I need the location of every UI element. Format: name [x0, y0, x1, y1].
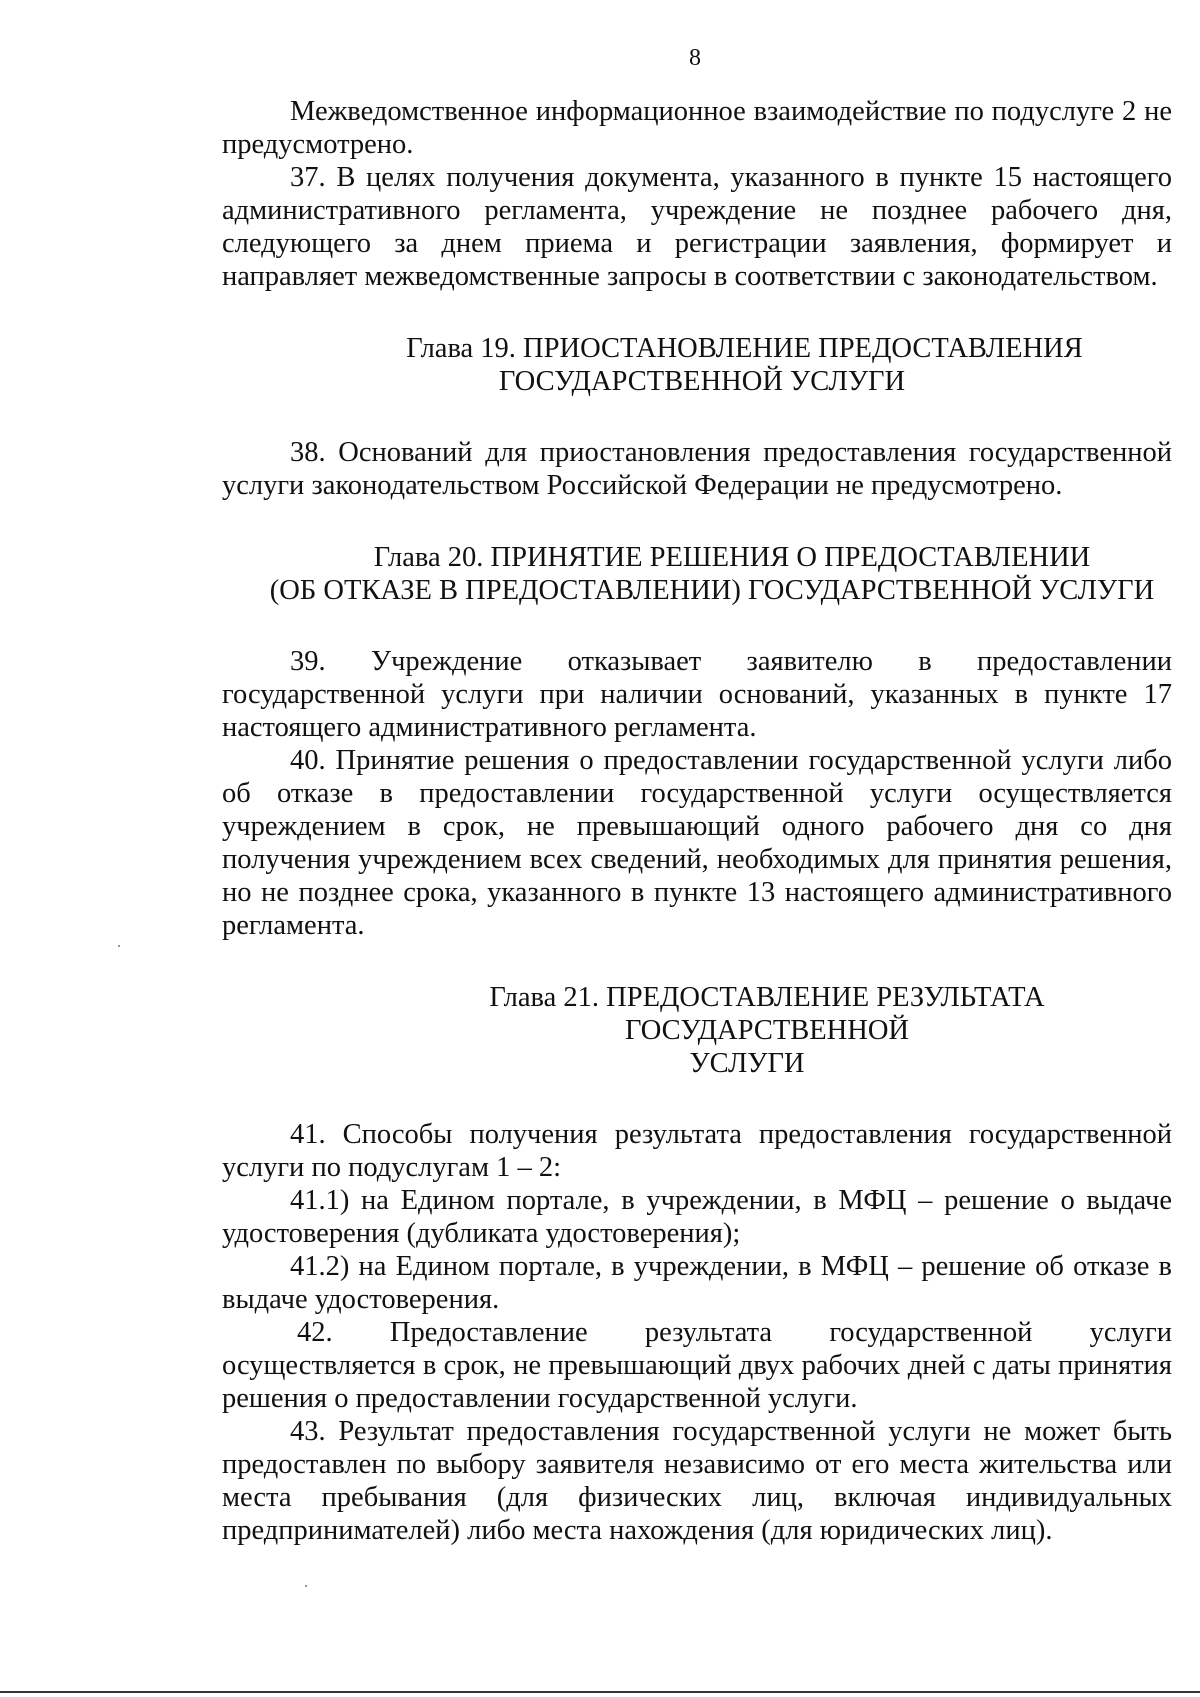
paragraph-43: 43. Результат предоставления государственной услуги не может быть предоставлен по выбору заявителя независимо от его места жительства или места пребывания (для физических лиц, включая индивидуальных предпринимателей) либо места нахождения (для юридических лиц). — [222, 1416, 1172, 1546]
paragraph-41-1: 41.1) на Едином портале, в учреждении, в МФЦ – решение о выдаче удостоверения (дубликата удостоверения); — [222, 1185, 1172, 1249]
spacer — [222, 607, 1172, 645]
spacer — [222, 398, 1172, 436]
heading-chapter-21-line-1: Глава 21. ПРЕДОСТАВЛЕНИЕ РЕЗУЛЬТАТА ГОСУДАРСТВЕННОЙ — [489, 982, 1045, 1046]
heading-chapter-21 — [222, 981, 1172, 1080]
paragraph-39: 39. Учреждение отказывает заявителю в предоставлении государственной услуги при наличии оснований, указанных в пункте 17 настоящего административного регламента. — [222, 646, 1172, 743]
scan-speck — [305, 1585, 307, 1587]
heading-chapter-20-line-2: (ОБ ОТКАЗЕ В ПРЕДОСТАВЛЕНИИ) ГОСУДАРСТВЕННОЙ УСЛУГИ — [269, 575, 1155, 606]
page-number: 8 — [689, 45, 701, 71]
heading-chapter-19-line-1: Глава 19. ПРИОСТАНОВЛЕНИЕ ПРЕДОСТАВЛЕНИЯ — [406, 333, 1083, 364]
scan-bottom-edge — [0, 1691, 1200, 1693]
spacer — [222, 293, 1172, 332]
spacer — [222, 942, 1172, 981]
heading-chapter-21-line-2: УСЛУГИ — [689, 1048, 805, 1079]
paragraph-42: 42. Предоставление результата государственной услуги осуществляется в срок, не превышающий двух рабочих дней с даты принятия решения о предоставлении государственной услуги. — [222, 1317, 1172, 1414]
spacer — [222, 1080, 1172, 1118]
heading-chapter-19-line-2: ГОСУДАРСТВЕННОЙ УСЛУГИ — [498, 366, 906, 397]
heading-chapter-20 — [222, 541, 1172, 607]
paragraph-40: 40. Принятие решения о предоставлении государственной услуги либо об отказе в предоставлении государственной услуги осуществляется учреждением в срок, не превышающий одного рабочего дня со дня получения учреждением всех сведений, необходимых для принятия решения, но не позднее срока, указанного в пункте 13 настоящего административного регламента. — [222, 745, 1172, 941]
paragraph-37: 37. В целях получения документа, указанного в пункте 15 настоящего административного регламента, учреждение не позднее рабочего дня, следующего за днем приема и регистрации заявления, формирует и направляет межведомственные запросы в соответствии с законодательством. — [222, 162, 1172, 292]
paragraph-38: 38. Оснований для приостановления предоставления государственной услуги законодательством Российской Федерации не предусмотрено. — [222, 437, 1172, 501]
document-body — [222, 95, 1172, 1547]
paragraph-41: 41. Способы получения результата предоставления государственной услуги по подуслугам 1 – 2: — [222, 1119, 1172, 1183]
paragraph-41-2: 41.2) на Едином портале, в учреждении, в МФЦ – решение об отказе в выдаче удостоверения. — [222, 1251, 1172, 1315]
scan-speck — [118, 945, 120, 947]
heading-chapter-20-line-1: Глава 20. ПРИНЯТИЕ РЕШЕНИЯ О ПРЕДОСТАВЛЕНИИ — [373, 542, 1091, 573]
heading-chapter-19 — [222, 332, 1172, 398]
paragraph-interagency-subservice-2: Межведомственное информационное взаимодействие по подуслуге 2 не предусмотрено. — [222, 96, 1172, 160]
spacer — [222, 502, 1172, 541]
